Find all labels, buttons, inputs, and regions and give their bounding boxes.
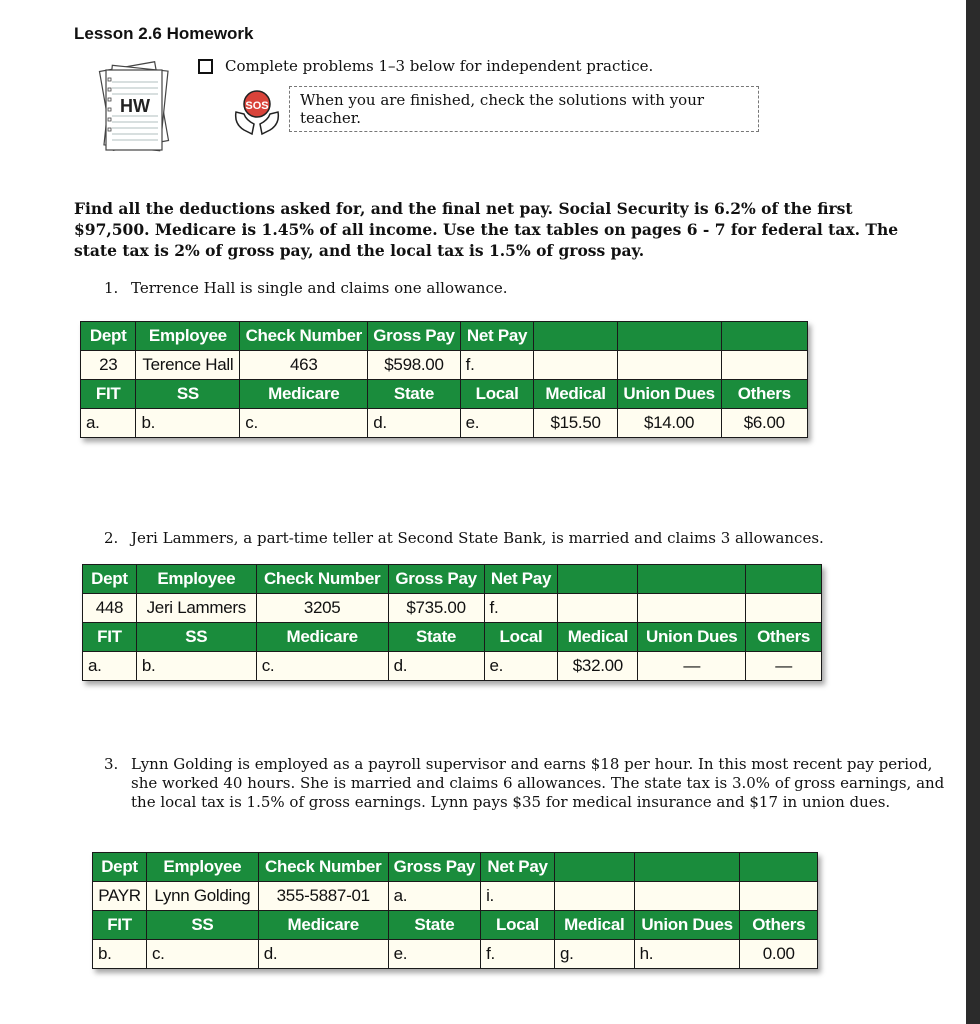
empty-cell	[554, 882, 634, 911]
header-cell: State	[388, 911, 480, 940]
svg-text:HW: HW	[120, 96, 150, 116]
state-cell: d.	[368, 409, 460, 438]
union-dues-cell: h.	[634, 940, 740, 969]
header-cell: FIT	[81, 380, 136, 409]
empty-cell	[558, 594, 638, 623]
empty-cell	[634, 882, 740, 911]
empty-cell	[746, 594, 822, 623]
local-cell: f.	[481, 940, 555, 969]
header-cell	[721, 322, 807, 351]
medical-cell: $15.50	[534, 409, 617, 438]
header-cell: FIT	[83, 623, 137, 652]
dept-cell: 23	[81, 351, 136, 380]
header-cell	[617, 322, 721, 351]
ss-cell: c.	[146, 940, 258, 969]
employee-cell: Lynn Golding	[146, 882, 258, 911]
header-cell: State	[388, 623, 484, 652]
checkbox-icon[interactable]	[198, 59, 213, 74]
header-cell: Local	[460, 380, 534, 409]
header-cell: Dept	[93, 853, 147, 882]
header-cell: Check Number	[256, 565, 388, 594]
problem-text-line: Lynn Golding is employed as a payroll supervisor and earns $18 per hour. In this most recent pay period,	[131, 755, 933, 773]
header-cell: Net Pay	[460, 322, 534, 351]
header-cell	[634, 853, 740, 882]
page-title: Lesson 2.6 Homework	[74, 24, 254, 43]
task-checkbox-line	[198, 57, 653, 75]
fit-cell: b.	[93, 940, 147, 969]
medicare-cell: d.	[258, 940, 388, 969]
medicare-cell: c.	[240, 409, 368, 438]
header-cell: Medicare	[256, 623, 388, 652]
header-cell: Net Pay	[481, 853, 555, 882]
header-cell: Dept	[81, 322, 136, 351]
header-cell	[746, 565, 822, 594]
problem-3	[104, 755, 945, 815]
sos-help-icon	[232, 88, 282, 136]
header-cell	[534, 322, 617, 351]
header-cell: Union Dues	[634, 911, 740, 940]
header-cell: Others	[721, 380, 807, 409]
header-cell: Others	[746, 623, 822, 652]
header-cell: Local	[481, 911, 555, 940]
header-cell: Medical	[558, 623, 638, 652]
medicare-cell: c.	[256, 652, 388, 681]
gross-pay-cell: $735.00	[388, 594, 484, 623]
payroll-table-2	[82, 564, 822, 681]
header-cell: State	[368, 380, 460, 409]
problem-number: 2.	[104, 529, 119, 547]
finished-note-box	[289, 86, 759, 132]
employee-cell: Jeri Lammers	[136, 594, 256, 623]
gross-pay-cell: $598.00	[368, 351, 460, 380]
header-cell: Gross Pay	[388, 853, 480, 882]
header-cell: SS	[136, 380, 240, 409]
payroll-table-3	[92, 852, 818, 969]
header-cell: Medicare	[258, 911, 388, 940]
dept-cell: PAYR	[93, 882, 147, 911]
others-cell: 0.00	[740, 940, 818, 969]
header-cell	[554, 853, 634, 882]
gross-pay-cell: a.	[388, 882, 480, 911]
others-cell: —	[746, 652, 822, 681]
header-cell: Check Number	[240, 322, 368, 351]
problem-text: Jeri Lammers, a part-time teller at Second State Bank, is married and claims 3 allowances.	[131, 529, 824, 547]
net-pay-cell: f.	[484, 594, 558, 623]
header-cell: Gross Pay	[388, 565, 484, 594]
check-number-cell: 3205	[256, 594, 388, 623]
header-cell: SS	[146, 911, 258, 940]
employee-cell: Terence Hall	[136, 351, 240, 380]
dept-cell: 448	[83, 594, 137, 623]
empty-cell	[534, 351, 617, 380]
header-cell: Employee	[136, 565, 256, 594]
local-cell: e.	[484, 652, 558, 681]
fit-cell: a.	[83, 652, 137, 681]
empty-cell	[721, 351, 807, 380]
header-cell	[740, 853, 818, 882]
medical-cell: $32.00	[558, 652, 638, 681]
header-cell: FIT	[93, 911, 147, 940]
homework-papers-icon	[96, 58, 176, 162]
checkbox-text: Complete problems 1–3 below for independent practice.	[225, 57, 654, 75]
net-pay-cell: f.	[460, 351, 534, 380]
state-cell: e.	[388, 940, 480, 969]
header-cell: Others	[740, 911, 818, 940]
header-cell: Dept	[83, 565, 137, 594]
check-number-cell: 355-5887-01	[258, 882, 388, 911]
finished-note-text: When you are finished, check the solutions with your teacher.	[300, 91, 705, 127]
header-cell: Union Dues	[638, 623, 746, 652]
header-cell: Employee	[136, 322, 240, 351]
header-cell: Union Dues	[617, 380, 721, 409]
header-cell: Gross Pay	[368, 322, 460, 351]
union-dues-cell: $14.00	[617, 409, 721, 438]
net-pay-cell: i.	[481, 882, 555, 911]
header-cell: Employee	[146, 853, 258, 882]
empty-cell	[617, 351, 721, 380]
medical-cell: g.	[554, 940, 634, 969]
header-cell: Medicare	[240, 380, 368, 409]
empty-cell	[638, 594, 746, 623]
problem-text-line: she worked 40 hours. She is married and claims 6 allowances. The state tax is 3.0% of gross earnings, and	[131, 774, 945, 792]
header-cell: Net Pay	[484, 565, 558, 594]
header-cell	[638, 565, 746, 594]
payroll-table-1	[80, 321, 808, 438]
problem-2	[104, 529, 904, 549]
local-cell: e.	[460, 409, 534, 438]
state-cell: d.	[388, 652, 484, 681]
page-edge-bar	[966, 0, 980, 1024]
union-dues-cell: —	[638, 652, 746, 681]
instructions-text: Find all the deductions asked for, and the final net pay. Social Security is 6.2% of the first $97,500. Medicare is 1.45% of all income. Use the tax tables on pages 6 - 7 for federal tax. The state tax is 2% of gross pay, and the local tax is 1.5% of gross pay.	[74, 199, 899, 260]
header-cell: SS	[136, 623, 256, 652]
header-cell: Check Number	[258, 853, 388, 882]
fit-cell: a.	[81, 409, 136, 438]
header-cell: Medical	[554, 911, 634, 940]
header-cell: Medical	[534, 380, 617, 409]
header-cell	[558, 565, 638, 594]
problem-text: Terrence Hall is single and claims one allowance.	[131, 279, 508, 297]
problem-number: 3.	[104, 755, 119, 773]
header-cell: Local	[484, 623, 558, 652]
svg-text:SOS: SOS	[245, 100, 269, 112]
others-cell: $6.00	[721, 409, 807, 438]
problem-1	[104, 279, 904, 299]
problem-text-line: the local tax is 1.5% of gross earnings. Lynn pays $35 for medical insurance and $17 in union dues.	[131, 793, 891, 811]
check-number-cell: 463	[240, 351, 368, 380]
ss-cell: b.	[136, 409, 240, 438]
problem-number: 1.	[104, 279, 119, 297]
empty-cell	[740, 882, 818, 911]
ss-cell: b.	[136, 652, 256, 681]
